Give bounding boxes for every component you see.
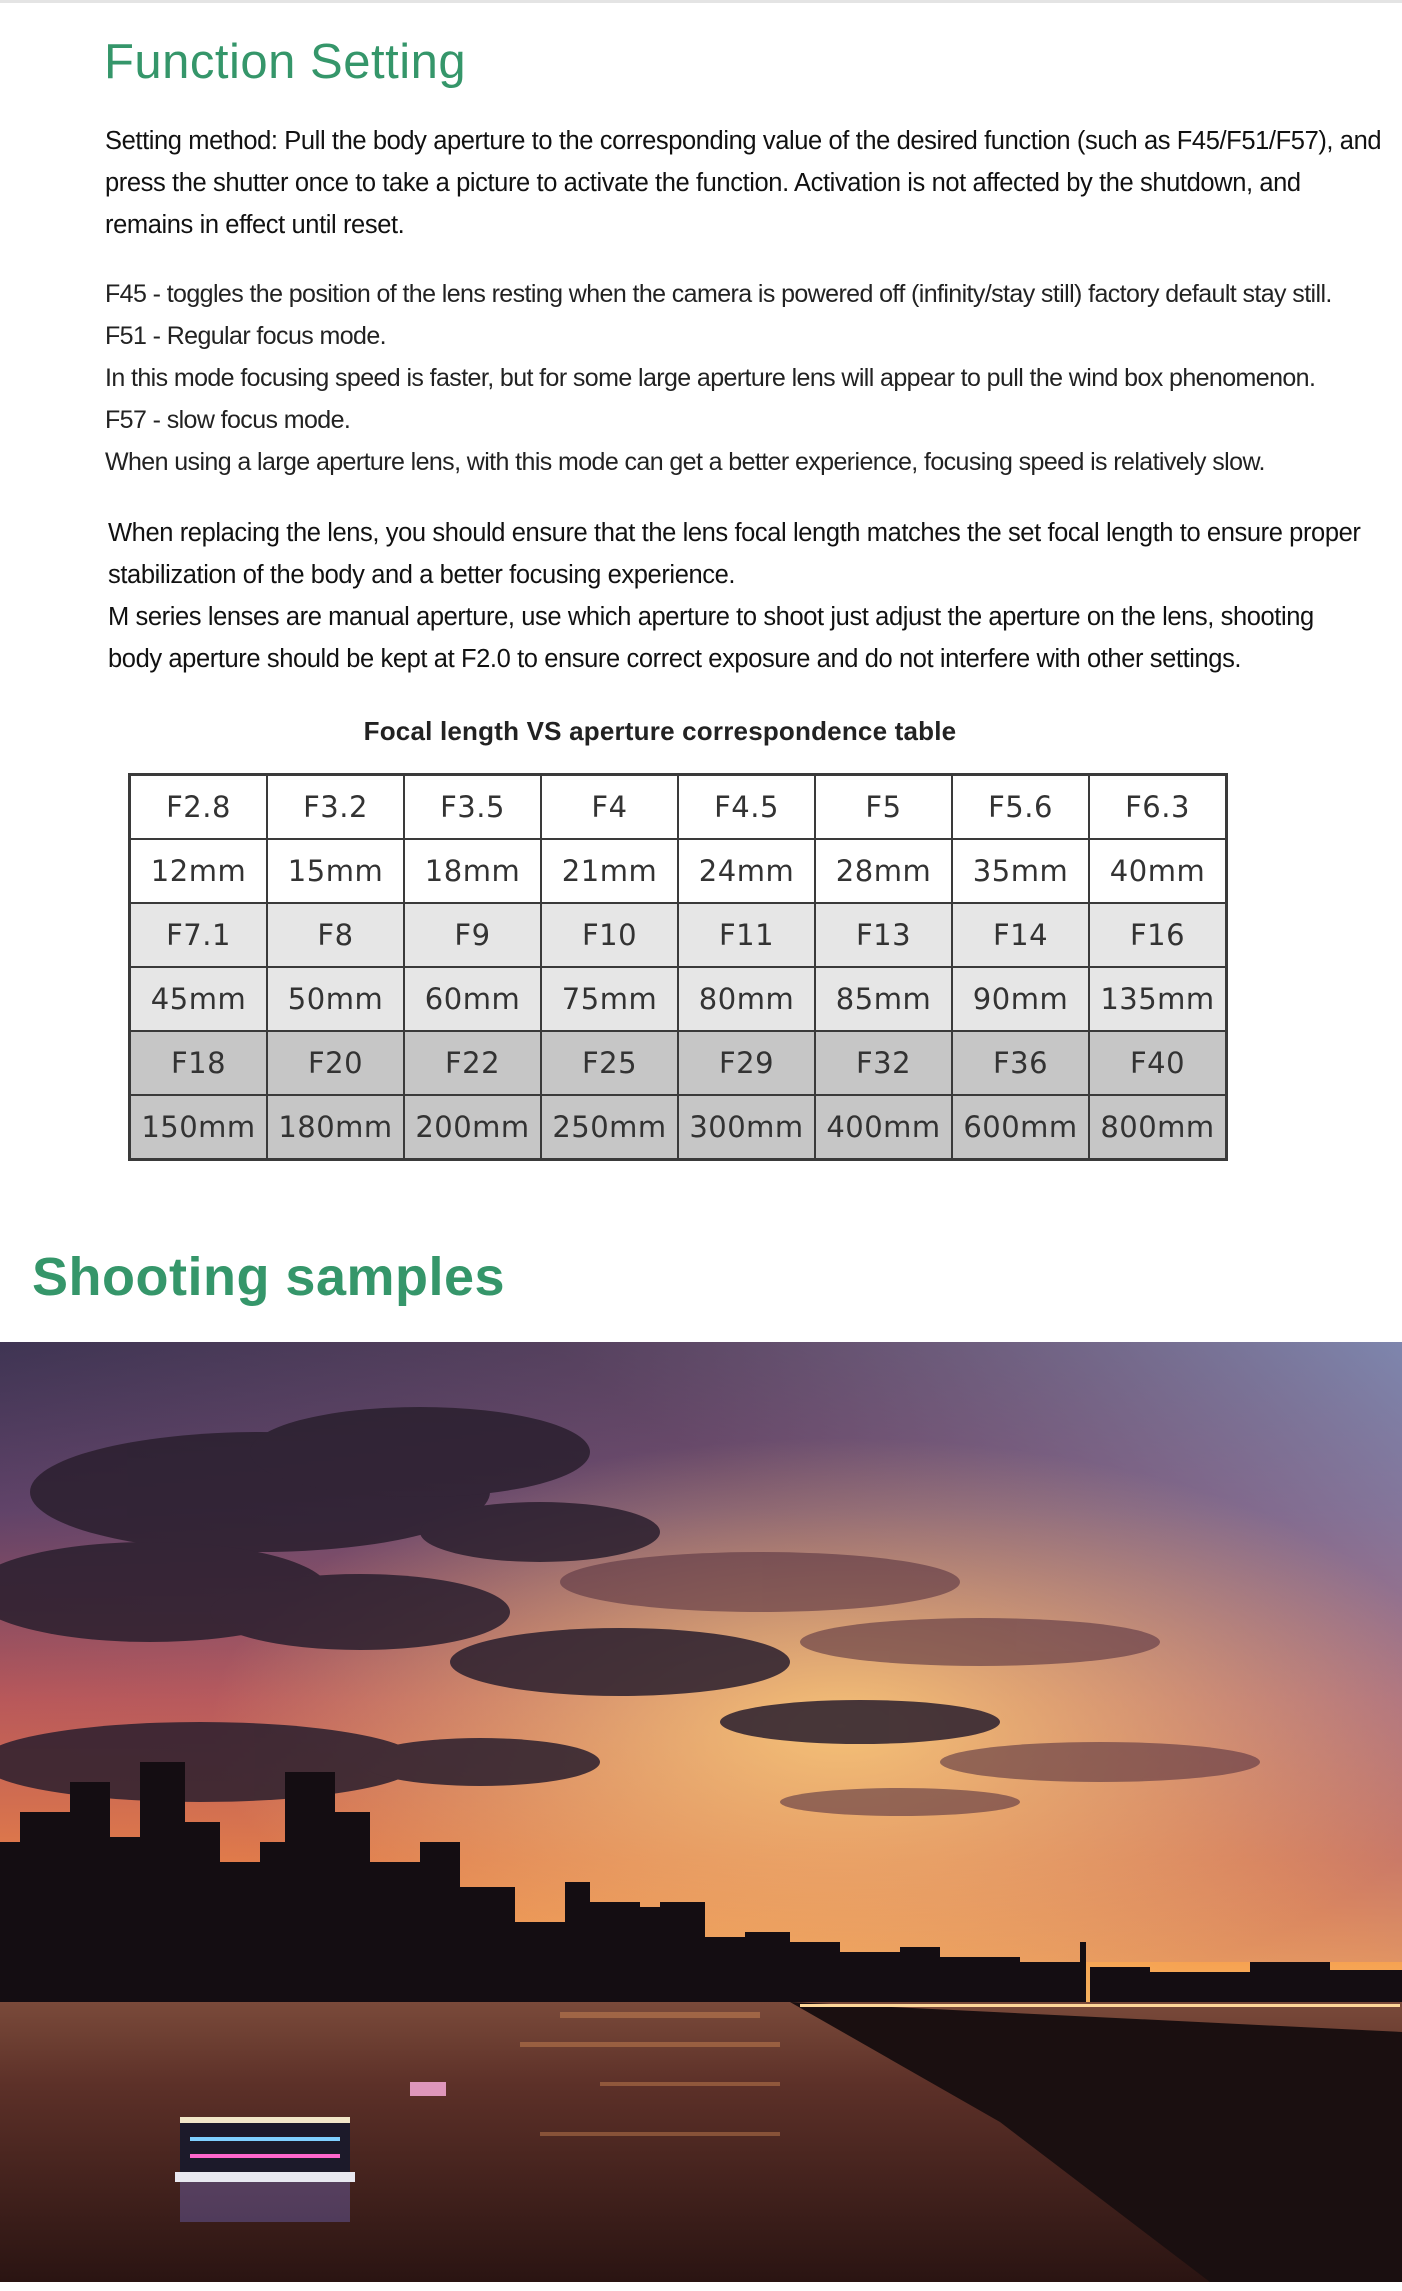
table-cell: 135mm: [1089, 967, 1227, 1031]
table-cell: F5: [815, 775, 952, 840]
table-row: [130, 1031, 1227, 1095]
table-cell: F6.3: [1089, 775, 1227, 840]
table-cell: F4.5: [678, 775, 815, 840]
table-cell: F18: [130, 1031, 268, 1095]
table-cell: 60mm: [404, 967, 541, 1031]
table-cell: F11: [678, 903, 815, 967]
table-cell: F32: [815, 1031, 952, 1095]
table-cell: 35mm: [952, 839, 1089, 903]
table-row: [130, 839, 1227, 903]
table-cell: F36: [952, 1031, 1089, 1095]
table-cell: F10: [541, 903, 678, 967]
mode-line: In this mode focusing speed is faster, but for some large aperture lens will appear to pull the wind box phenomenon.: [105, 364, 1316, 392]
table-cell: 400mm: [815, 1095, 952, 1160]
setting-method-text: Setting method: Pull the body aperture to the corresponding value of the desired function (such as F45/F51/F57), and press the shutter once to take a picture to activate the function. Activation is not affected by the shutdown, and remains in effect until reset.: [105, 127, 1382, 239]
table-cell: 75mm: [541, 967, 678, 1031]
table-cell: F14: [952, 903, 1089, 967]
lens-notes: [108, 512, 1368, 680]
aperture-focal-table: [128, 773, 1228, 1161]
table-cell: F9: [404, 903, 541, 967]
table-cell: F3.5: [404, 775, 541, 840]
table-cell: F16: [1089, 903, 1227, 967]
table-row: [130, 903, 1227, 967]
table-cell: F4: [541, 775, 678, 840]
sample-photo: [0, 1342, 1402, 2282]
table-cell: F22: [404, 1031, 541, 1095]
table-cell: 28mm: [815, 839, 952, 903]
mode-line: F51 - Regular focus mode.: [105, 322, 386, 350]
mode-line: F45 - toggles the position of the lens resting when the camera is powered off (infinity/stay still) factory default stay still.: [105, 280, 1332, 308]
note-line: M series lenses are manual aperture, use which aperture to shoot just adjust the aperture on the lens, shooting body aperture should be kept at F2.0 to ensure correct exposure and do not interfere with other settings.: [108, 603, 1314, 673]
table-cell: 40mm: [1089, 839, 1227, 903]
table-cell: 85mm: [815, 967, 952, 1031]
top-divider: [0, 0, 1402, 3]
table-cell: 800mm: [1089, 1095, 1227, 1160]
table-cell: 300mm: [678, 1095, 815, 1160]
table-cell: 45mm: [130, 967, 268, 1031]
table-cell: 250mm: [541, 1095, 678, 1160]
table-cell: 80mm: [678, 967, 815, 1031]
shooting-samples-title: Shooting samples: [32, 1247, 506, 1307]
table-cell: F40: [1089, 1031, 1227, 1095]
mode-line: F57 - slow focus mode.: [105, 406, 351, 434]
table-cell: 18mm: [404, 839, 541, 903]
note-line: When replacing the lens, you should ensure that the lens focal length matches the set focal length to ensure proper stabilization of the body and a better focusing experience.: [108, 519, 1361, 589]
table-cell: F3.2: [267, 775, 404, 840]
table-cell: 200mm: [404, 1095, 541, 1160]
table-cell: F20: [267, 1031, 404, 1095]
table-row: [130, 775, 1227, 840]
table-cell: F5.6: [952, 775, 1089, 840]
table-row: [130, 1095, 1227, 1160]
table-cell: F29: [678, 1031, 815, 1095]
table-cell: 180mm: [267, 1095, 404, 1160]
table-row: [130, 967, 1227, 1031]
table-cell: 150mm: [130, 1095, 268, 1160]
table-cell: F25: [541, 1031, 678, 1095]
table-caption: Focal length VS aperture correspondence table: [363, 716, 957, 746]
table-cell: 15mm: [267, 839, 404, 903]
table-cell: F8: [267, 903, 404, 967]
mode-line: When using a large aperture lens, with this mode can get a better experience, focusing speed is relatively slow.: [105, 448, 1265, 476]
function-modes-list: [105, 273, 1402, 483]
table-cell: F13: [815, 903, 952, 967]
table-cell: 24mm: [678, 839, 815, 903]
function-setting-title: Function Setting: [104, 35, 467, 89]
table-cell: F7.1: [130, 903, 268, 967]
table-cell: F2.8: [130, 775, 268, 840]
table-cell: 12mm: [130, 839, 268, 903]
table-cell: 90mm: [952, 967, 1089, 1031]
table-cell: 600mm: [952, 1095, 1089, 1160]
table-cell: 50mm: [267, 967, 404, 1031]
table-cell: 21mm: [541, 839, 678, 903]
